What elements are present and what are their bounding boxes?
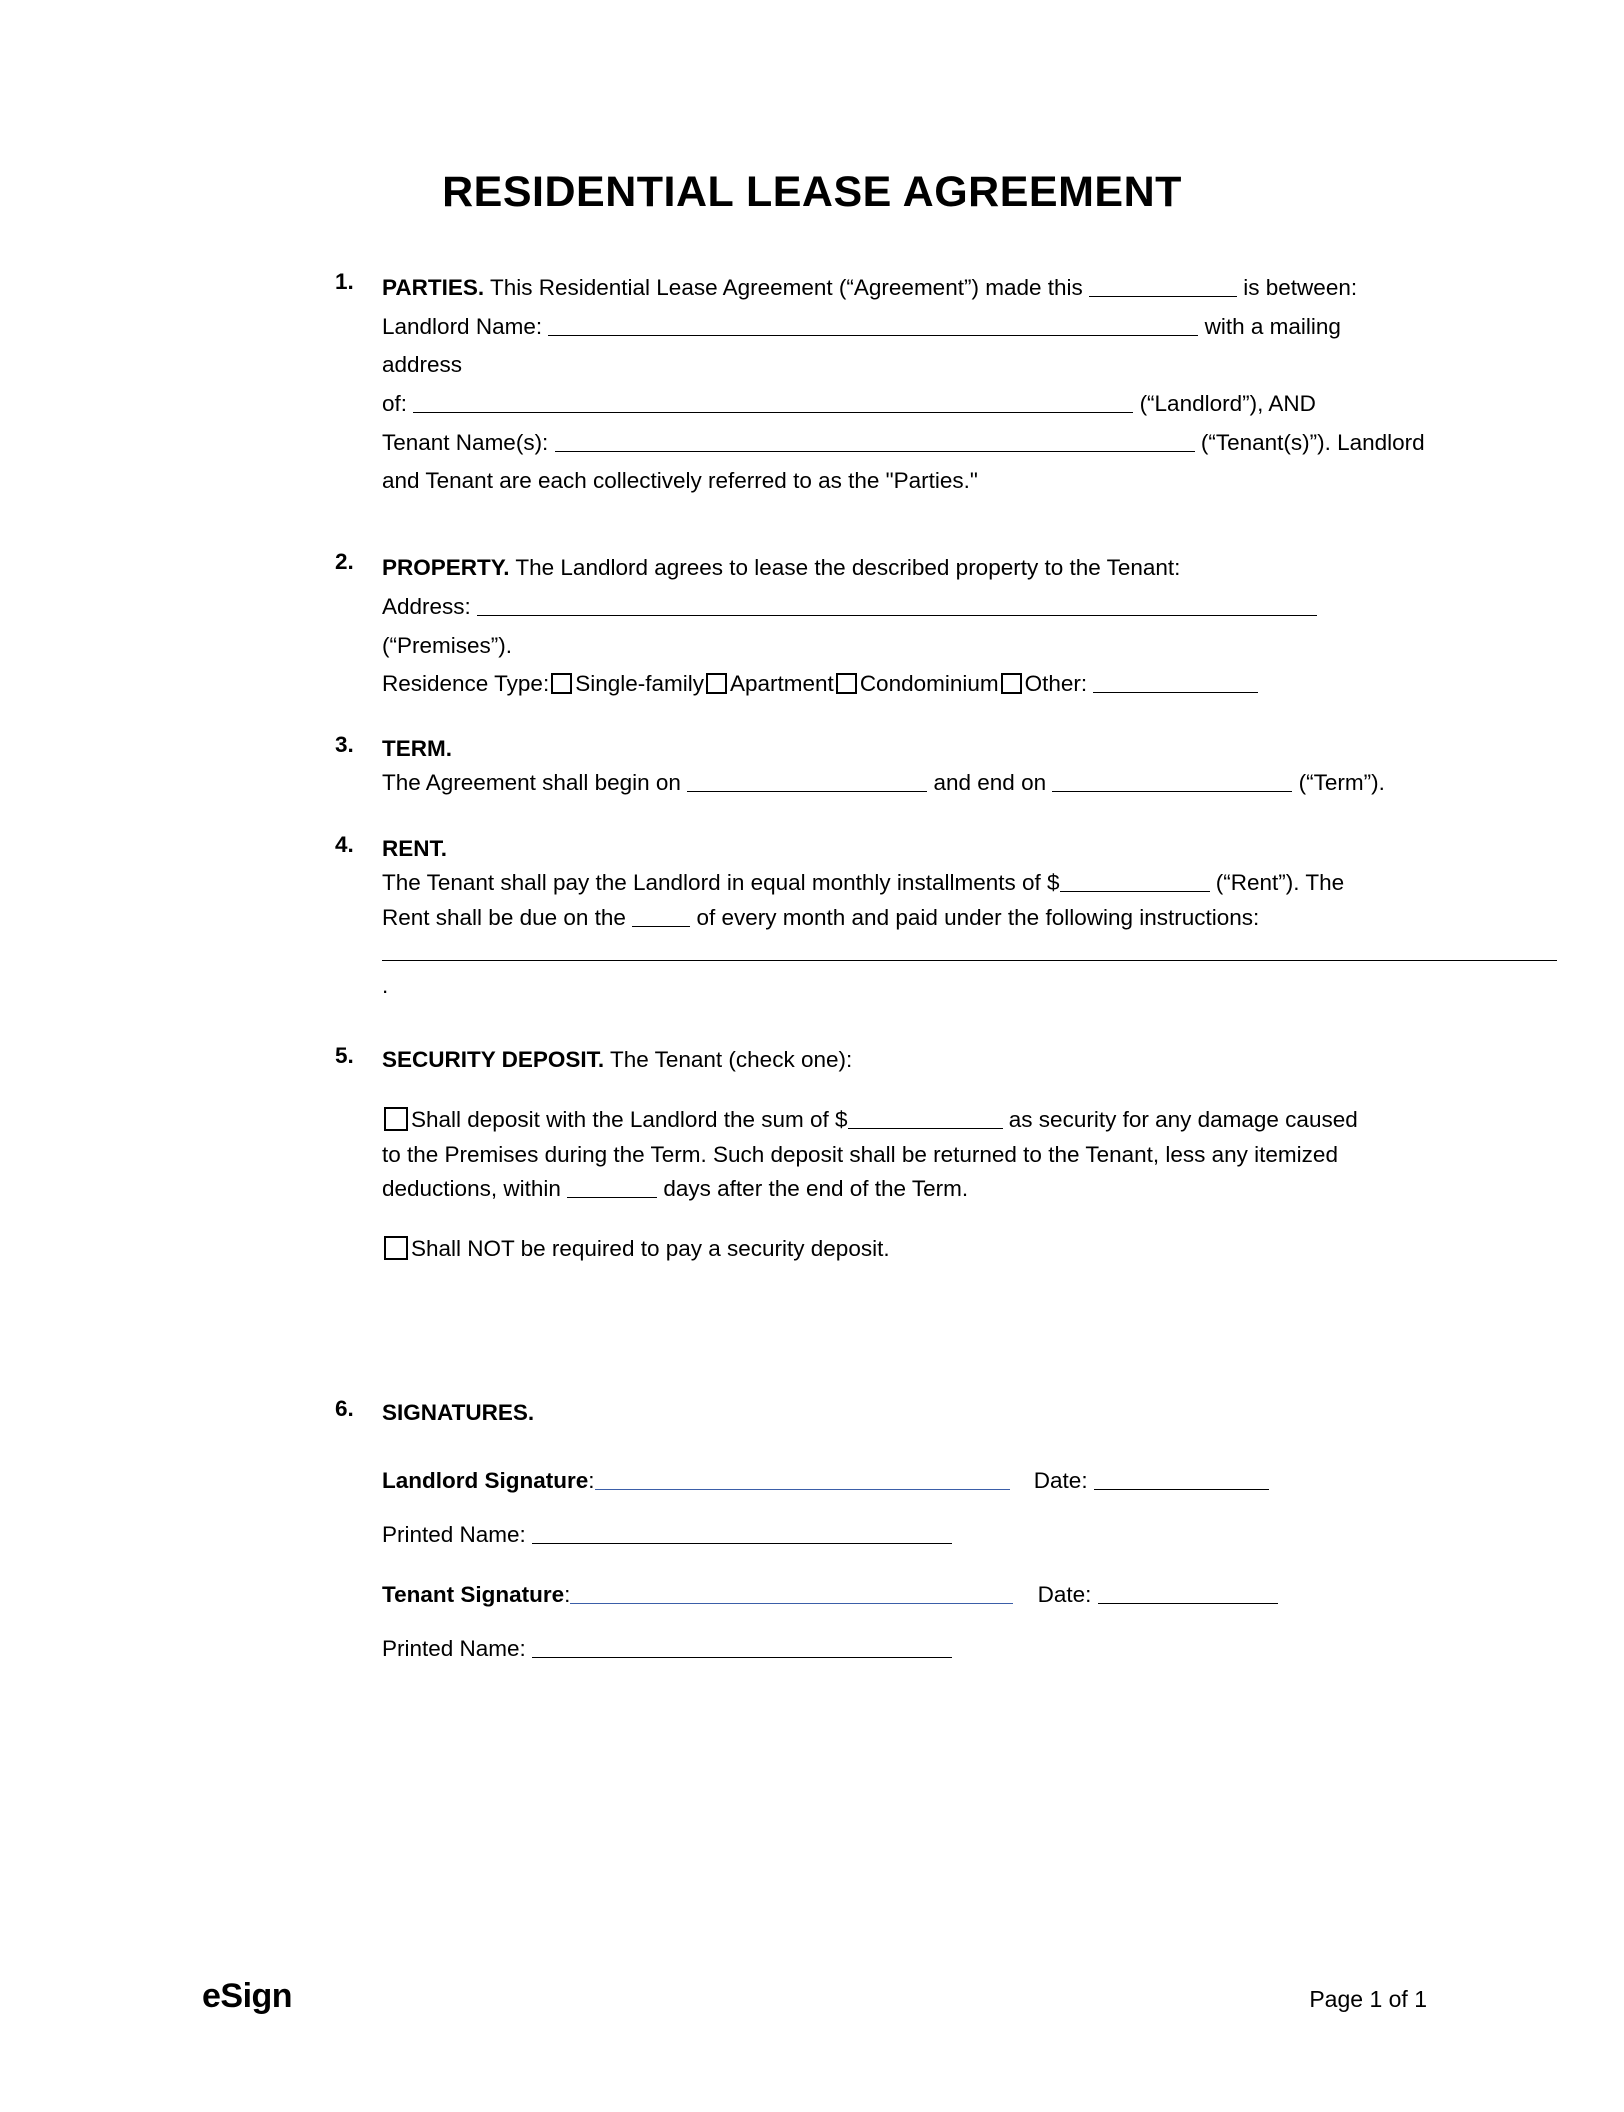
- property-intro: [382, 549, 1427, 588]
- landlord-printed-name-label: Printed Name:: [382, 1522, 526, 1548]
- deposit-option1-line2: to the Premises during the Term. Such deposit shall be returned to the Tenant, less any itemized: [382, 1141, 1338, 1167]
- rent-instructions-line: [382, 935, 1427, 1003]
- clause-security-deposit: [335, 1043, 1427, 1266]
- clause-number-property: 2.: [335, 549, 354, 575]
- landlord-date-label: Date:: [1033, 1468, 1088, 1494]
- brand-logo: eSign: [202, 1977, 293, 2015]
- clause-number-parties: 1.: [335, 269, 354, 294]
- clause-rent: [335, 832, 1427, 1003]
- page-footer: [197, 1977, 1427, 2016]
- landlord-signature-colon: :: [588, 1468, 595, 1494]
- tenant-signature-colon: :: [564, 1582, 571, 1608]
- landlord-name-field[interactable]: [548, 315, 1198, 336]
- page-title: RESIDENTIAL LEASE AGREEMENT: [442, 168, 1182, 216]
- security-deposit-option-2: [382, 1232, 1427, 1266]
- tenant-signature-field[interactable]: [570, 1583, 1013, 1604]
- parties-line-2: [382, 308, 1427, 385]
- parties-line-4: [382, 424, 1427, 463]
- landlord-signature-label: Landlord Signature: [382, 1468, 589, 1494]
- security-deposit-intro-line: [382, 1043, 1427, 1077]
- parties-line3-b: (“Landlord”), AND: [1139, 391, 1316, 417]
- checkbox-apartment[interactable]: [706, 673, 727, 694]
- landlord-name-label: Landlord Name:: [382, 313, 543, 339]
- term-line-a: The Agreement shall begin on: [382, 770, 681, 796]
- rent-line1-b: (“Rent”). The: [1215, 870, 1345, 896]
- deposit-option1-b: as security for any damage caused: [1008, 1107, 1358, 1133]
- address-label: Address:: [382, 593, 471, 619]
- checkbox-deposit-not-required[interactable]: [384, 1236, 408, 1260]
- rent-instructions-field[interactable]: [382, 940, 1557, 961]
- rent-due-line: [382, 901, 1427, 935]
- rent-amount-line: [382, 866, 1427, 900]
- security-deposit-heading: SECURITY DEPOSIT.: [382, 1047, 605, 1073]
- residence-type-line: [382, 665, 1427, 704]
- parties-line2-b: with a mailing address: [382, 313, 1341, 378]
- clause-number-term: 3.: [335, 731, 354, 757]
- rent-line2-a: Rent shall be due on the: [382, 904, 626, 930]
- rent-due-day-field[interactable]: [632, 906, 690, 927]
- term-line-c: (“Term”).: [1298, 770, 1385, 796]
- deposit-option2-label: Shall NOT be required to pay a security deposit.: [411, 1235, 890, 1261]
- rent-heading: RENT.: [382, 836, 448, 862]
- term-end-date-field[interactable]: [1052, 771, 1292, 792]
- property-heading: PROPERTY.: [382, 555, 510, 581]
- parties-line-5: and Tenant are each collectively referred to as the "Parties.": [382, 468, 978, 494]
- clause-term: [335, 731, 1427, 800]
- term-line-b: and end on: [933, 770, 1047, 796]
- tenant-signature-row: [382, 1582, 1427, 1608]
- deposit-amount-field[interactable]: [848, 1108, 1003, 1129]
- term-dates-line: [382, 766, 1427, 800]
- checkbox-deposit-required[interactable]: [384, 1107, 408, 1131]
- parties-heading: PARTIES.: [382, 275, 485, 300]
- clause-number-signatures: 6.: [335, 1396, 354, 1422]
- tenant-name-label: Tenant Name(s):: [382, 429, 549, 455]
- term-heading: TERM.: [382, 735, 452, 761]
- landlord-signature-field[interactable]: [595, 1469, 1010, 1490]
- property-address-line: [382, 588, 1427, 665]
- deposit-option1-a: Shall deposit with the Landlord the sum of $: [411, 1107, 848, 1133]
- landlord-printed-name-row: [382, 1522, 1427, 1548]
- deposit-option1-d: deductions, within: [382, 1175, 561, 1201]
- tenant-printed-name-row: [382, 1636, 1427, 1662]
- signatures-heading: SIGNATURES.: [382, 1400, 535, 1426]
- parties-date-field[interactable]: [1089, 276, 1237, 297]
- security-deposit-option-1: [382, 1103, 1427, 1206]
- property-intro-text: The Landlord agrees to lease the described property to the Tenant:: [515, 555, 1181, 581]
- parties-line1-b: is between:: [1243, 275, 1358, 300]
- landlord-printed-name-field[interactable]: [532, 1523, 952, 1544]
- term-start-date-field[interactable]: [687, 771, 927, 792]
- clause-property: [335, 549, 1427, 704]
- document-body: [197, 269, 1427, 1662]
- option-label-other: Other:: [1024, 671, 1088, 697]
- checkbox-condominium[interactable]: [836, 673, 857, 694]
- tenant-signature-label: Tenant Signature: [382, 1582, 565, 1608]
- tenant-name-field[interactable]: [555, 431, 1195, 452]
- checkbox-other[interactable]: [1001, 673, 1022, 694]
- clause-parties: [335, 269, 1427, 501]
- parties-line-3: [382, 385, 1427, 424]
- rent-line3-suffix: .: [382, 973, 389, 998]
- deposit-option1-e: days after the end of the Term.: [663, 1175, 969, 1201]
- option-label-single-family: Single-family: [575, 671, 704, 697]
- rent-line2-b: of every month and paid under the following instructions:: [696, 904, 1260, 930]
- checkbox-single-family[interactable]: [551, 673, 572, 694]
- tenant-printed-name-label: Printed Name:: [382, 1636, 526, 1662]
- clause-number-security-deposit: 5.: [335, 1043, 354, 1069]
- security-deposit-intro: The Tenant (check one):: [610, 1047, 853, 1073]
- tenant-printed-name-field[interactable]: [532, 1637, 952, 1658]
- tenant-date-field[interactable]: [1098, 1583, 1278, 1604]
- signatures-heading-line: [382, 1396, 1427, 1430]
- clause-number-rent: 4.: [335, 832, 354, 858]
- landlord-address-label: of:: [382, 391, 408, 417]
- parties-line1-a: This Residential Lease Agreement (“Agreement”) made this: [489, 275, 1083, 300]
- option-label-condominium: Condominium: [859, 671, 999, 697]
- tenant-date-label: Date:: [1037, 1582, 1092, 1608]
- address-field[interactable]: [477, 595, 1317, 616]
- rent-amount-field[interactable]: [1060, 871, 1210, 892]
- landlord-address-field[interactable]: [413, 392, 1133, 413]
- parties-line-1: [382, 269, 1427, 308]
- page-number: Page 1 of 1: [1309, 1986, 1427, 2012]
- option-label-apartment: Apartment: [730, 671, 834, 697]
- rent-heading-line: [382, 832, 1427, 866]
- other-residence-field[interactable]: [1093, 672, 1258, 693]
- deposit-option1-line3: [382, 1172, 1427, 1206]
- deposit-return-days-field[interactable]: [567, 1177, 657, 1198]
- landlord-date-field[interactable]: [1094, 1469, 1269, 1490]
- rent-line1-a: The Tenant shall pay the Landlord in equal monthly installments of $: [382, 870, 1060, 896]
- term-heading-line: [382, 732, 1427, 766]
- parties-line4-b: (“Tenant(s)”). Landlord: [1200, 429, 1425, 455]
- clause-signatures: [335, 1396, 1427, 1662]
- address-suffix: (“Premises”).: [382, 632, 512, 658]
- residence-type-label: Residence Type:: [382, 671, 550, 697]
- landlord-signature-row: [382, 1468, 1427, 1494]
